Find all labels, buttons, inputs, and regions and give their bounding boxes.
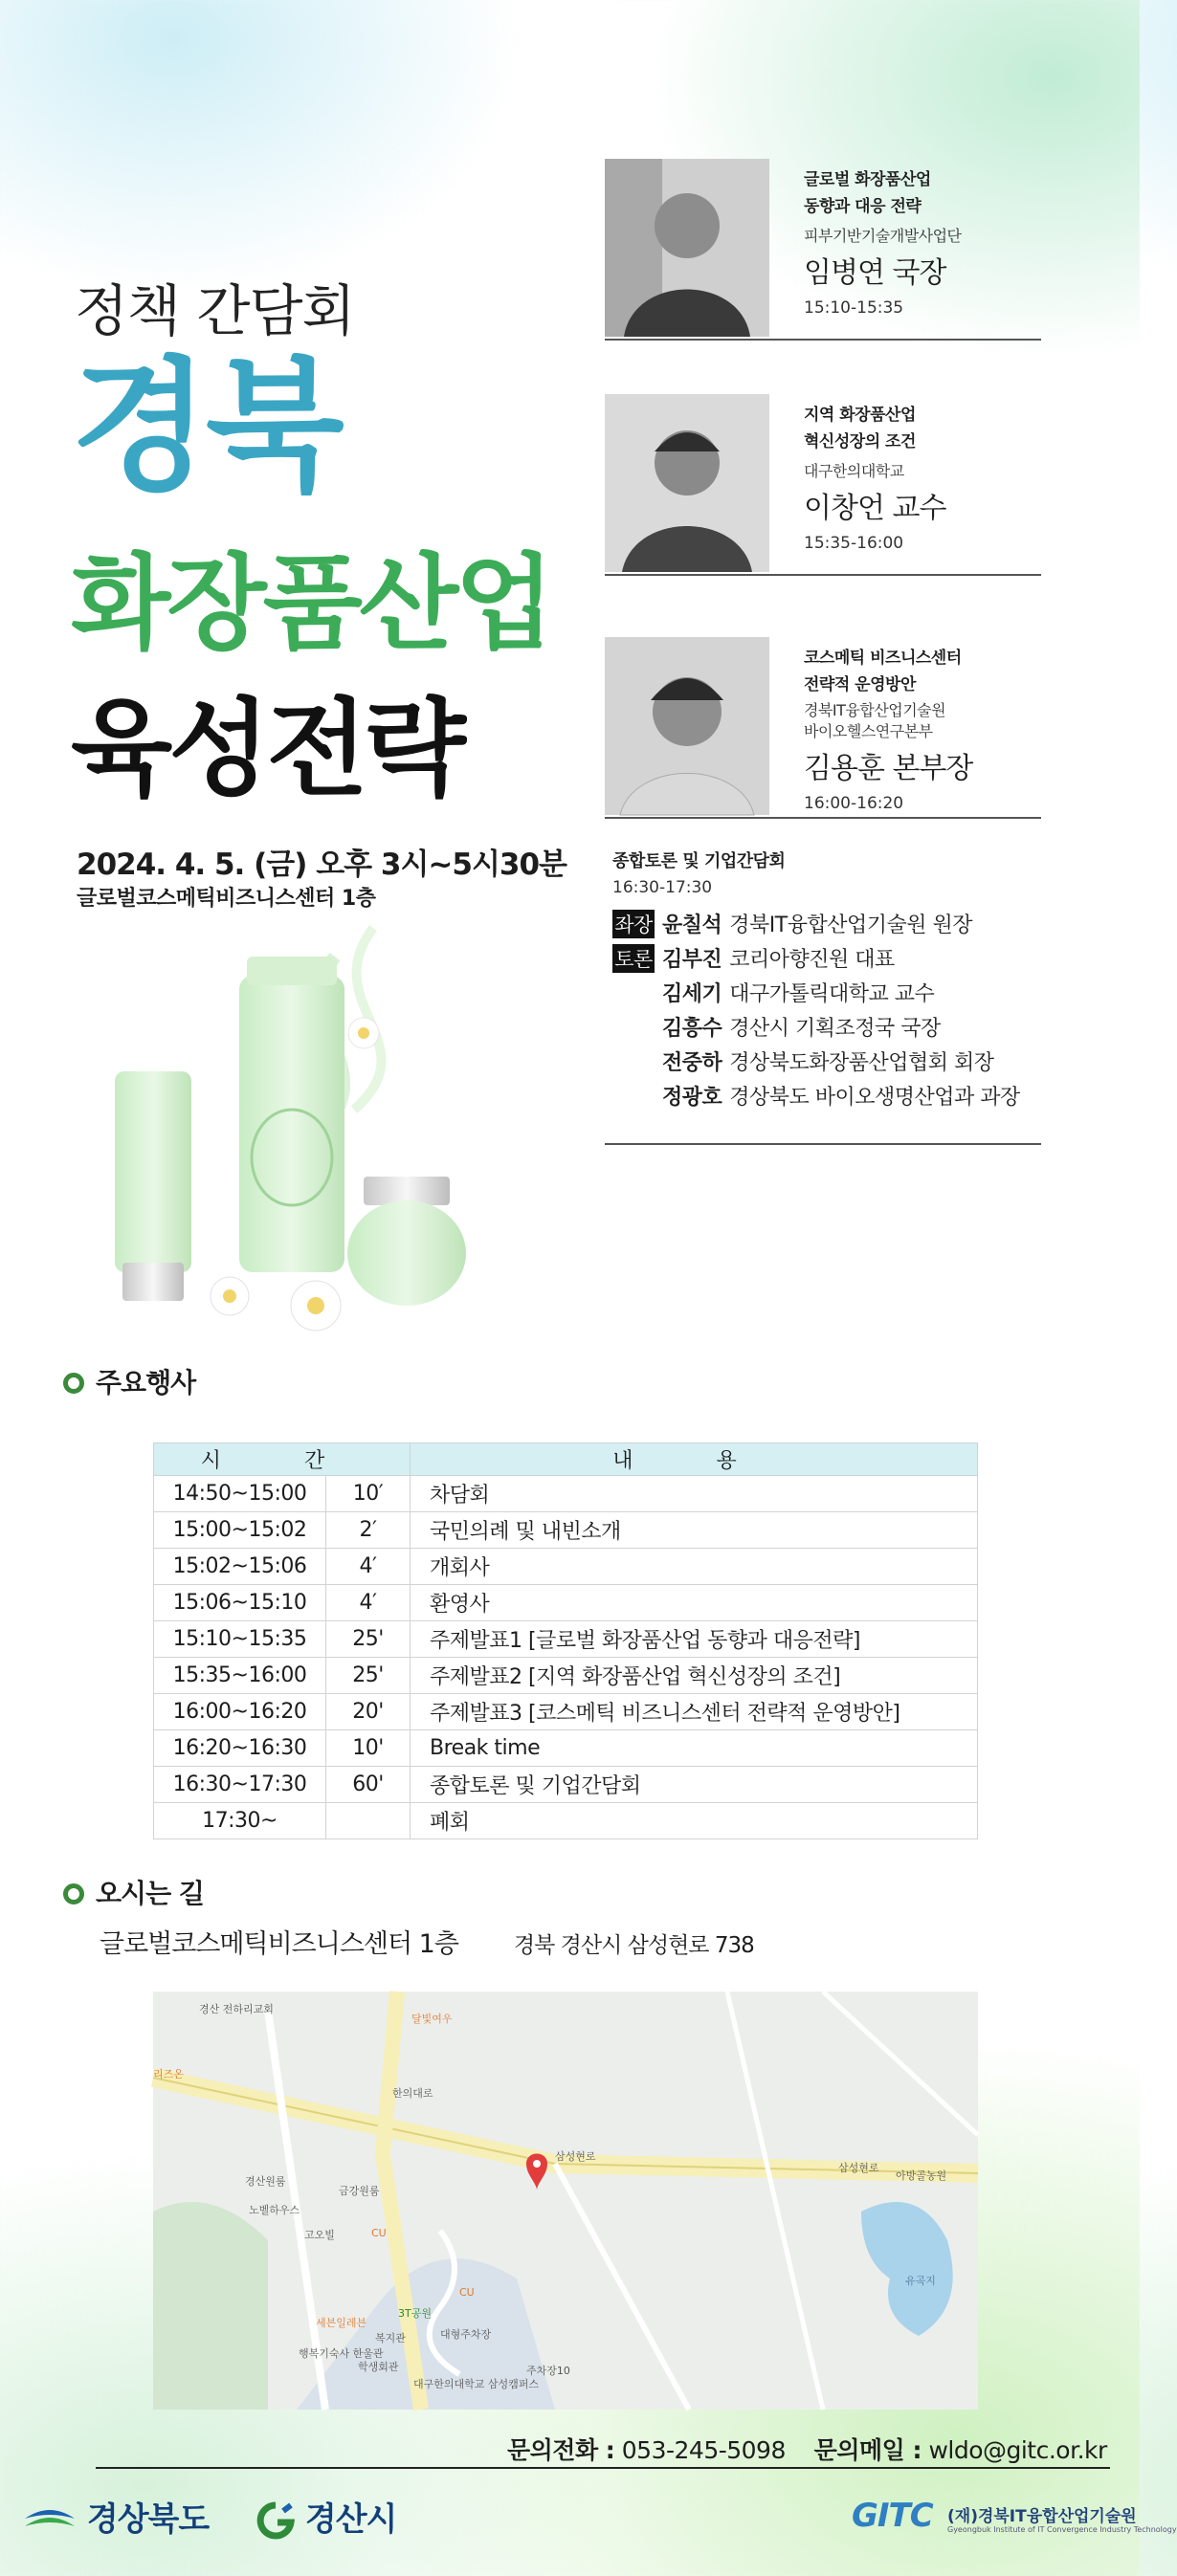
event-venue: 글로벌코스메틱비즈니스센터 1층 xyxy=(77,887,376,911)
email-label: 문의메일 : xyxy=(813,2436,922,2464)
table-row: 15:35~16:00 25' 주제발표2 [지역 화장품산업 혁신성장의 조건] xyxy=(154,1658,978,1694)
title-line-1: 경북 xyxy=(71,344,341,511)
map-label: 경산 전하리교회 xyxy=(199,2003,274,2015)
place-name: 글로벌코스메틱비즈니스센터 1층 xyxy=(100,1929,458,1959)
map-label: 삼성현로 xyxy=(838,2162,879,2174)
gyeongsan-emblem-icon xyxy=(256,2501,295,2538)
speaker-card xyxy=(605,159,1041,341)
phone-label: 문의전화 : xyxy=(507,2436,615,2464)
table-row: 15:10~15:35 25' 주제발표1 [글로벌 화장품산업 동향과 대응전략] xyxy=(154,1621,978,1658)
gyeongbuk-logo: 경상북도 xyxy=(23,2493,209,2540)
table-header-content: 내 용 xyxy=(411,1443,978,1476)
speaker-card xyxy=(605,394,1041,576)
panel-title: 종합토론 및 기업간담회 xyxy=(612,851,786,871)
panel-member xyxy=(612,1012,941,1042)
speaker-name: 이창언 교수 xyxy=(804,492,946,525)
gitc-logo xyxy=(852,2497,1177,2535)
gitc-mark: GITC xyxy=(852,2497,933,2535)
speaker-name: 임병연 국장 xyxy=(804,256,946,290)
map-label: 고오빌 xyxy=(304,2229,335,2241)
divider xyxy=(96,2467,1110,2469)
speaker-photo xyxy=(605,637,769,815)
event-date: 2024. 4. 5. (금) 오후 3시~5시30분 xyxy=(77,848,566,882)
panel-member-affiliation: 경산시 기획조정국 국장 xyxy=(729,1017,941,1041)
title-line-3: 육성전략 xyxy=(71,688,463,810)
map-label: 금강원룸 xyxy=(339,2185,380,2197)
divider xyxy=(605,1143,1041,1145)
bullet-ring-icon xyxy=(63,1373,84,1394)
speaker-topic: 혁신성장의 조건 xyxy=(804,432,916,451)
gitc-english-name: Gyeongbuk Institute of IT Convergence Industry Technology xyxy=(947,2525,1177,2534)
table-row: 14:50~15:00 10′ 차담회 xyxy=(154,1476,978,1512)
speaker-org: 대구한의대학교 xyxy=(804,462,904,480)
panel-member xyxy=(612,1046,994,1076)
gyeongsan-logo: 경산시 xyxy=(256,2493,396,2540)
table-row: 15:00~15:02 2′ 국민의례 및 내빈소개 xyxy=(154,1512,978,1549)
table-row: 16:00~16:20 20' 주제발표3 [코스메틱 비즈니스센터 전략적 운영방안] xyxy=(154,1694,978,1730)
panel-role-badge: 좌장 xyxy=(612,910,655,938)
table-row: 15:06~15:10 4′ 환영사 xyxy=(154,1585,978,1621)
map-label: 달빛여우 xyxy=(411,2013,453,2025)
speaker-topic: 동향과 대응 전략 xyxy=(804,197,922,216)
panel-member-affiliation: 코리아향진원 대표 xyxy=(729,948,895,972)
speaker-topic: 전략적 운영방안 xyxy=(804,675,916,694)
place-address: 경북 경산시 삼성현로 738 xyxy=(513,1933,754,1958)
panel-member-name: 김흥수 xyxy=(662,1017,722,1041)
map-label: CU xyxy=(459,2286,475,2299)
gitc-name: (재)경북IT융합산업기술원 xyxy=(947,2507,1137,2526)
panel-member-name: 김부진 xyxy=(662,948,722,972)
panel-member-name: 윤칠석 xyxy=(662,914,722,937)
panel-member-affiliation: 경상북도화장품산업협회 회장 xyxy=(729,1051,994,1075)
panel-member xyxy=(612,978,934,1007)
speaker-org-dept: 바이오헬스연구본부 xyxy=(804,722,933,740)
speaker-photo xyxy=(605,394,769,572)
schedule-table xyxy=(153,1442,978,1839)
panel-time: 16:30-17:30 xyxy=(612,878,713,897)
email-address[interactable]: wldo@gitc.or.kr xyxy=(928,2436,1107,2464)
table-row: 17:30~ 폐회 xyxy=(154,1803,978,1839)
map-label: 경산원룸 xyxy=(245,2175,286,2188)
map-label: 대형주차장 xyxy=(440,2328,492,2341)
directions-heading: 오시는 길 xyxy=(63,1873,204,1911)
title-line-2: 화장품산업 xyxy=(71,544,551,664)
panel-members xyxy=(612,909,1041,1119)
speaker-photo xyxy=(605,159,769,337)
speaker-topic: 글로벌 화장품산업 xyxy=(804,170,931,189)
table-row: 16:20~16:30 10' Break time xyxy=(154,1730,978,1767)
bullet-ring-icon xyxy=(63,1883,84,1904)
panel-member xyxy=(612,1081,1020,1111)
panel-member xyxy=(612,909,972,938)
gyeongbuk-emblem-icon xyxy=(23,2505,77,2534)
speaker-topic: 지역 화장품산업 xyxy=(804,406,916,425)
map-label: CU xyxy=(371,2227,387,2239)
map-label: 대구한의대학교 삼성캠퍼스 xyxy=(413,2378,540,2390)
map-label: 한의대로 xyxy=(392,2087,433,2100)
panel-member-affiliation: 경상북도 바이오생명산업과 과장 xyxy=(729,1086,1020,1110)
phone-number[interactable]: 053-245-5098 xyxy=(621,2436,786,2464)
speaker-org: 피부기반기술개발사업단 xyxy=(804,227,962,245)
map-label: 복지관 xyxy=(375,2332,406,2345)
map-label: 노벨하우스 xyxy=(249,2204,300,2216)
event-subtitle: 정책 간담회 xyxy=(75,278,355,343)
speaker-topic: 코스메틱 비즈니스센터 xyxy=(804,649,962,668)
speaker-name: 김용훈 본부장 xyxy=(804,752,973,785)
panel-member-affiliation: 경북IT융합산업기술원 원장 xyxy=(729,914,972,937)
location-map[interactable] xyxy=(153,1992,978,2410)
speaker-card xyxy=(605,637,1041,819)
table-row: 15:02~15:06 4′ 개회사 xyxy=(154,1549,978,1585)
map-label: 주차장10 xyxy=(526,2365,570,2377)
panel-member-affiliation: 대구가톨릭대학교 교수 xyxy=(729,982,935,1006)
map-label: 학생회관 xyxy=(358,2361,399,2373)
panel-role-badge: 토론 xyxy=(612,944,655,973)
panel-member-name: 김세기 xyxy=(662,982,722,1006)
cosmetics-illustration xyxy=(86,918,545,1330)
map-label: 아방골농원 xyxy=(896,2169,947,2182)
map-label: 행복기숙사 한울관 xyxy=(299,2347,384,2360)
speaker-time: 15:35-16:00 xyxy=(804,534,904,553)
map-label: 삼성현로 xyxy=(555,2150,596,2163)
panel-member xyxy=(612,943,895,973)
speaker-org: 경북IT융합산업기술원 xyxy=(804,701,946,719)
panel-member-name: 정광호 xyxy=(662,1086,722,1110)
map-label: 유곡지 xyxy=(905,2275,936,2287)
schedule-heading: 주요행사 xyxy=(63,1362,195,1400)
directions-info xyxy=(100,1923,754,1960)
table-row: 16:30~17:30 60' 종합토론 및 기업간담회 xyxy=(154,1767,978,1803)
table-header-time: 시 간 xyxy=(154,1443,411,1476)
contact-info xyxy=(507,2432,1107,2466)
map-label: 3T공원 xyxy=(398,2307,432,2320)
map-label: 리즈온 xyxy=(153,2068,184,2081)
speaker-time: 16:00-16:20 xyxy=(804,794,904,813)
map-label: 세븐일레븐 xyxy=(316,2317,367,2329)
panel-discussion xyxy=(612,848,1041,897)
speaker-time: 15:10-15:35 xyxy=(804,298,904,318)
panel-member-name: 전중하 xyxy=(662,1051,722,1075)
